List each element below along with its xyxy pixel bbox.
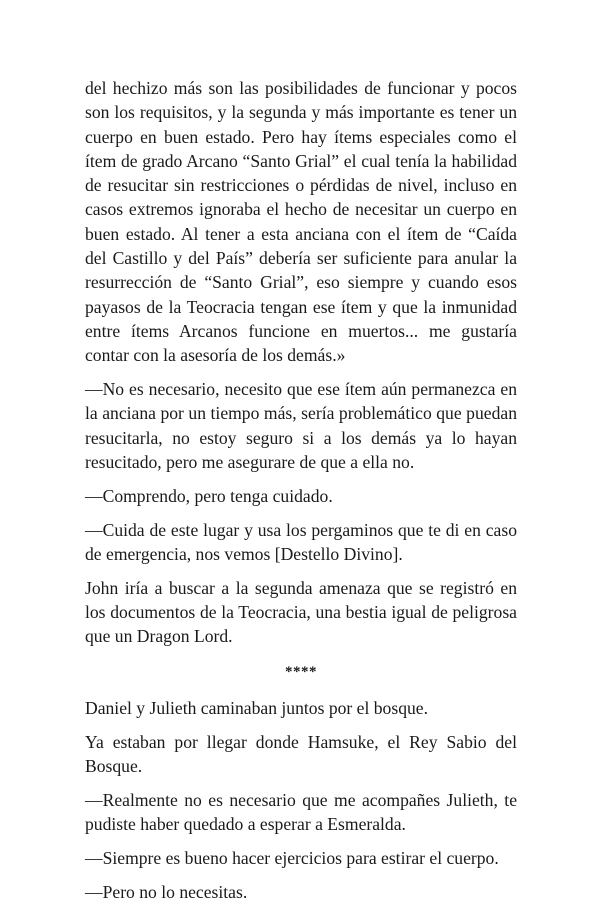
paragraph: —Cuida de este lugar y usa los pergaminos que te di en caso de emergencia, nos vemos [Destello Divino]. [85,519,517,564]
paragraph: Ya estaban por llegar donde Hamsuke, el Rey Sabio del Bosque. [85,731,517,776]
paragraph: —No es necesario, necesito que ese ítem aún permanezca en la anciana por un tiempo más, sería problemático que puedan resucitarla, no estoy seguro si a los demás ya lo hayan resucitado, pero me asegurare de que a ella no. [85,379,517,472]
scene-separator: **** [285,663,317,680]
paragraph: —Siempre es bueno hacer ejercicios para estirar el cuerpo. [85,847,499,868]
paragraph: Daniel y Julieth caminaban juntos por el bosque. [85,697,429,718]
paragraph: —Realmente no es necesario que me acompañes Julieth, te pudiste haber quedado a esperar a Esmeralda. [85,789,517,835]
paragraph: del hechizo más son las posibilidades de funcionar y pocos son los requisitos, y la segunda y más importante es tener un cuerpo en buen estado. Pero hay ítems especiales como el ítem de grado Arcano “Santo Grial” el cual tenía la habilidad de resucitar sin restricciones o pérdidas de nivel, incluso en casos extremos ignoraba el hecho de necesitar un cuerpo en buen estado. Al tener a esta anciana con el ítem de “Caída del Castillo y del País” debería ser suficiente para anular la resurrección de “Santo Grial”, eso siempre y cuando esos payasos de la Teocracia tengan ese ítem y que la inmunidad entre ítems Arcanos funcione en muertos... me gustaría contar con la asesoría de los demás.» [85,78,517,366]
paragraph: —Pero no lo necesitas. [85,881,248,902]
paragraph: John iría a buscar a la segunda amenaza que se registró en los documentos de la Teocracia, una bestia igual de peligrosa que un Dragon Lord. [85,577,517,647]
book-page [85,76,517,913]
paragraph: —Comprendo, pero tenga cuidado. [85,485,333,506]
